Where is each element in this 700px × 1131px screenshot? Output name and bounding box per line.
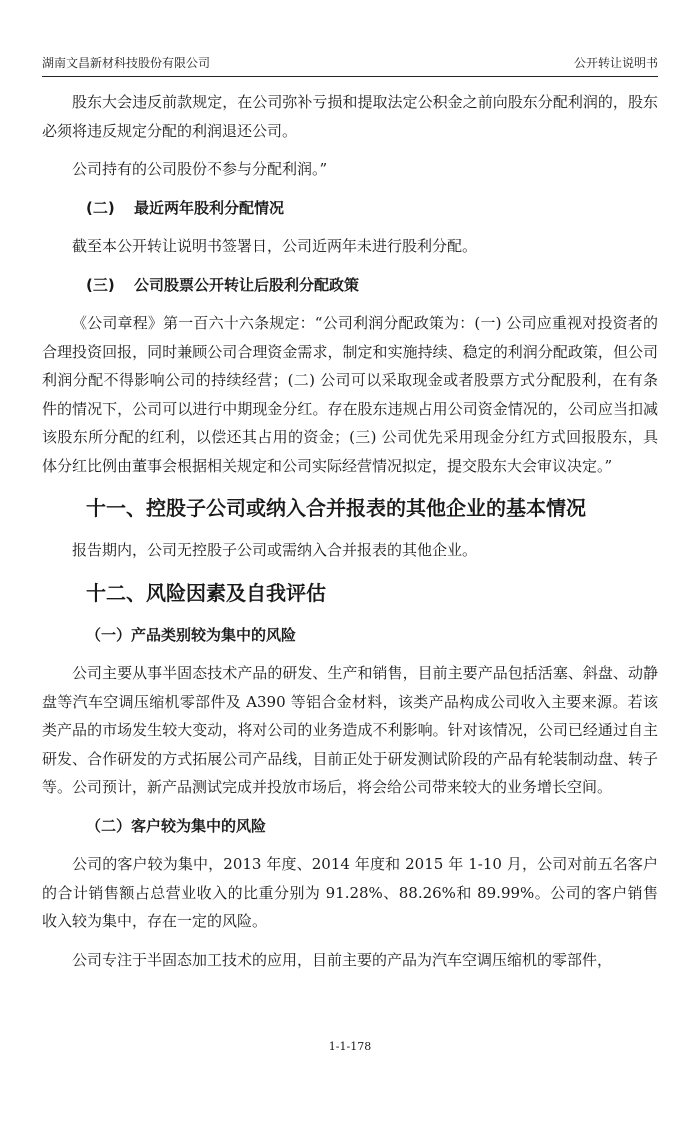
risk-heading-product-concentration: （一）产品类别较为集中的风险: [86, 625, 297, 644]
section-heading-dividend-policy: [42, 271, 658, 300]
section-title: 公司股票公开转让后股利分配政策: [134, 275, 360, 294]
paragraph-customer-risk: 公司的客户较为集中，2013 年度、2014 年度和 2015 年 1-10 月，公司对前五名客户的合计销售额占总营业收入的比重分别为 91.28%、88.26%和 89.99%。公司的客户销售收入较为集中，存在一定的风险。: [42, 855, 658, 930]
section-number: (三): [86, 275, 115, 294]
page-number: 1-1-178: [328, 1040, 372, 1053]
paragraph-no-subsidiaries: 报告期内，公司无控股子公司或需纳入合并报表的其他企业。: [72, 541, 478, 559]
header-company-name: 湖南文昌新材科技股份有限公司: [42, 56, 211, 70]
page-header: [42, 54, 658, 77]
section-title: 最近两年股利分配情况: [134, 198, 285, 217]
section-heading-dividend-history: [42, 194, 658, 223]
paragraph-profit-refund: 股东大会违反前款规定，在公司弥补亏损和提取法定公积金之前向股东分配利润的，股东必须将违反规定分配的利润退还公司。: [42, 93, 658, 140]
paragraph-semisolid-focus: 公司专注于半固态加工技术的应用，目前主要的产品为汽车空调压缩机的零部件，: [72, 950, 613, 969]
risk-heading-customer-concentration: （二）客户较为集中的风险: [86, 816, 267, 835]
chapter-heading-risk-factors: 十二、风险因素及自我评估: [86, 580, 326, 605]
chapter-heading-subsidiaries: 十一、控股子公司或纳入合并报表的其他企业的基本情况: [86, 496, 586, 520]
document-body: [42, 88, 658, 974]
paragraph-articles-166: 《公司章程》第一百六十六条规定：“公司利润分配政策为：(一) 公司应重视对投资者的合理投资回报，同时兼顾公司合理资金需求，制定和实施持续、稳定的利润分配政策，但公司利润分配不得影响公司的持续经营；(二) 公司可以采取现金或者股票方式分配股利，在有条件的情况下，公司可以进行中期现金分红。存在股东违规占用公司资金情况的，公司应当扣减该股东所分配的红利，以偿还其占用的资金；(三) 公司优先采用现金分红方式回报股东，具体分红比例由董事会根据相关规定和公司实际经营情况拟定，提交股东大会审议决定。”: [42, 314, 658, 475]
paragraph-no-dividend: 截至本公开转让说明书签署日，公司近两年未进行股利分配。: [72, 237, 478, 255]
paragraph-own-shares: 公司持有的公司股份不参与分配利润。”: [72, 160, 328, 178]
paragraph-product-risk: 公司主要从事半固态技术产品的研发、生产和销售，目前主要产品包括活塞、斜盘、动静盘等汽车空调压缩机零部件及 A390 等铝合金材料，该类产品构成公司收入主要来源。若该类产品的市场发生较大变动，将对公司的业务造成不利影响。针对该情况，公司已经通过自主研发、合作研发的方式拓展公司产品线，目前正处于研发测试阶段的产品有轮装制动盘、转子等。公司预计，新产品测试完成并投放市场后，将会给公司带来较大的业务增长空间。: [42, 664, 658, 796]
header-document-title: 公开转让说明书: [573, 56, 658, 70]
section-number: (二): [86, 198, 115, 217]
